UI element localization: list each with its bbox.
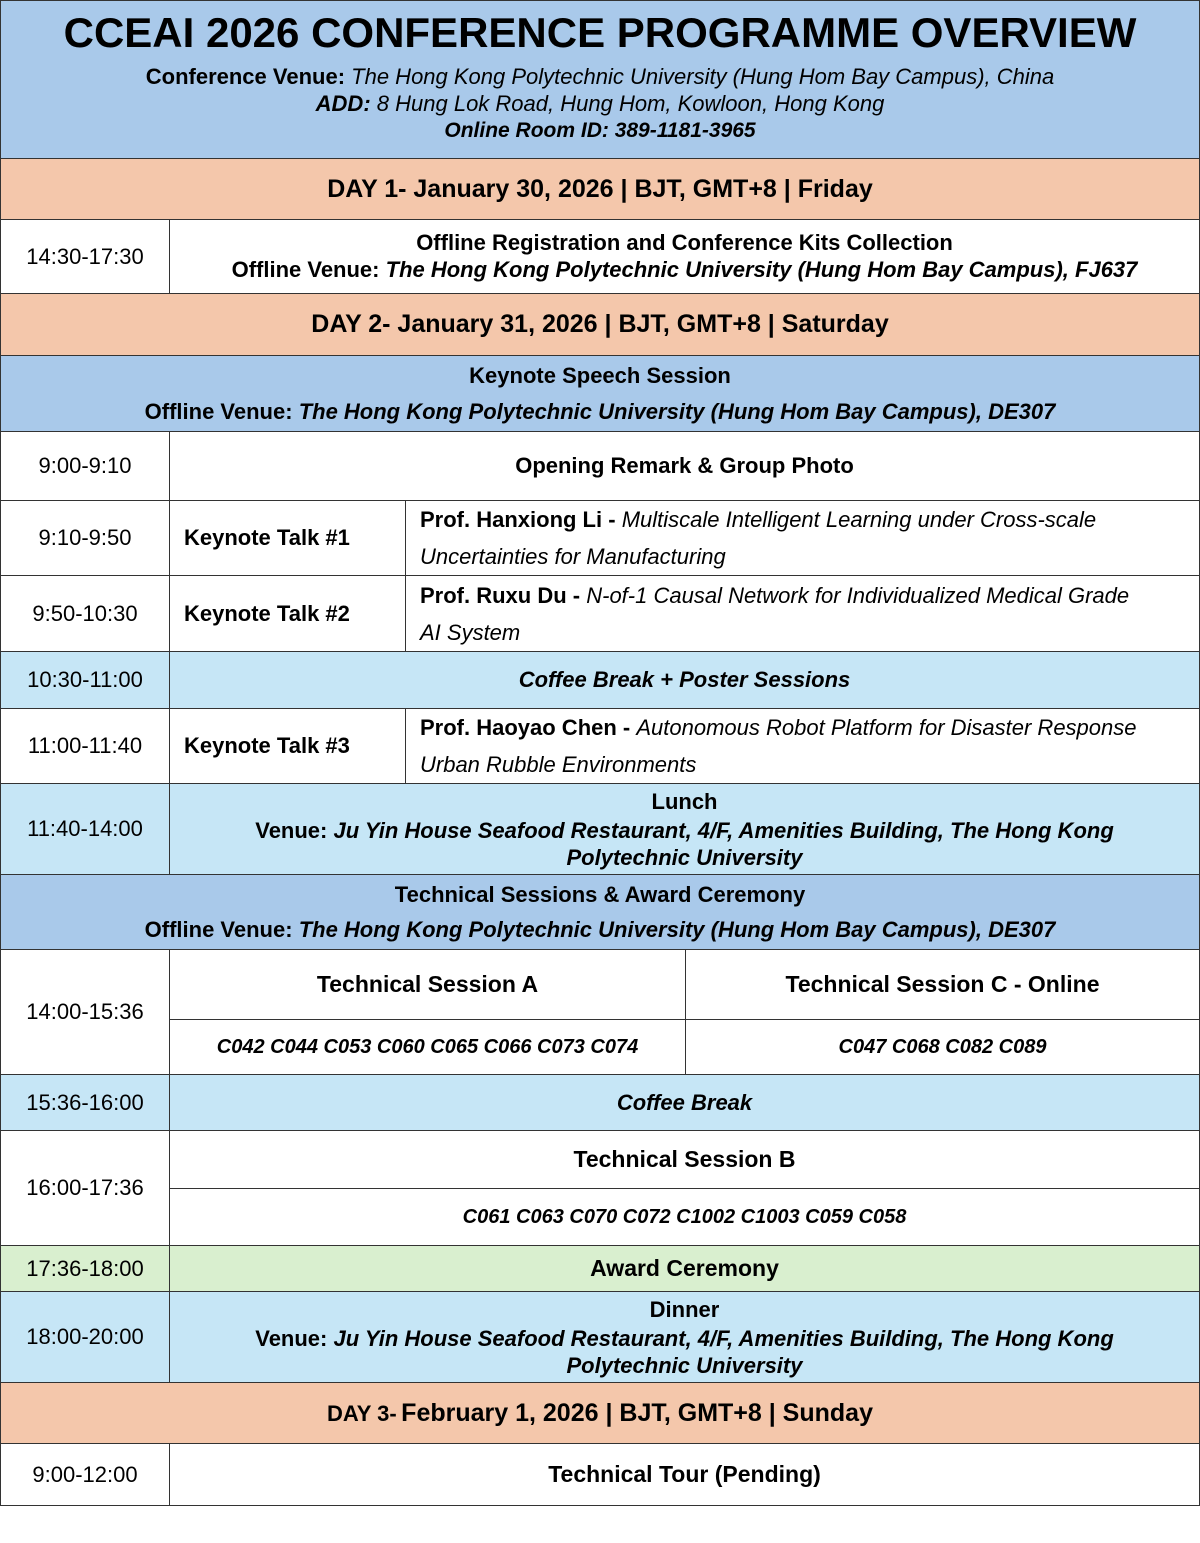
technical-session-title: Technical Sessions & Award Ceremony [394, 881, 806, 907]
keynote2-time: 9:50-10:30 [0, 575, 170, 652]
keynote2-topic-cont: AI System [420, 619, 521, 645]
lunch-title: Lunch [651, 789, 718, 815]
lunch-time: 11:40-14:00 [0, 783, 170, 875]
day1-time: 14:30-17:30 [0, 219, 170, 294]
session-b-time: 16:00-17:36 [0, 1130, 170, 1246]
keynote3-topic-cont: Urban Rubble Environments [420, 752, 697, 777]
registration-venue-label: Offline Venue: [231, 256, 380, 282]
day3-heading-rest: February 1, 2026 | BJT, GMT+8 | Sunday [401, 1398, 873, 1427]
keynote1-topic-cont: Uncertainties for Manufacturing [420, 544, 726, 569]
coffee2-title: Coffee Break [169, 1074, 1200, 1131]
session-a-papers: C042 C044 C053 C060 C065 C066 C073 C074 [169, 1019, 686, 1075]
technical-venue-value: The Hong Kong Polytechnic University (Hung Hom Bay Campus), DE307 [298, 917, 1056, 942]
address-label: ADD: [315, 91, 371, 116]
keynote-session-title: Keynote Speech Session [469, 363, 731, 389]
day1-registration [169, 219, 1200, 294]
technical-venue-label: Offline Venue: [144, 917, 293, 942]
keynote2-detail [405, 575, 1200, 652]
dinner-venue-value: Ju Yin House Seafood Restaurant, 4/F, Amenities Building, The Hong Kong [333, 1325, 1114, 1351]
opening-time: 9:00-9:10 [0, 431, 170, 501]
registration-title: Offline Registration and Conference Kits Collection [416, 230, 953, 256]
technical-session-venue [145, 912, 1056, 947]
day3-heading-text [327, 1399, 873, 1428]
sessions-ac-time: 14:00-15:36 [0, 949, 170, 1075]
session-b-title: Technical Session B [169, 1130, 1200, 1189]
lunch-venue-cont: Polytechnic University [566, 844, 803, 870]
keynote2-label: Keynote Talk #2 [169, 575, 406, 652]
keynote1-label: Keynote Talk #1 [169, 500, 406, 576]
dinner-time: 18:00-20:00 [0, 1291, 170, 1383]
keynote2-speaker: Prof. Ruxu Du - [420, 582, 581, 608]
keynote3-topic: Autonomous Robot Platform for Disaster Response [636, 715, 1137, 740]
keynote2-topic: N-of-1 Causal Network for Individualized Medical Grade [586, 582, 1130, 608]
keynote3-speaker: Prof. Haoyao Chen - [420, 715, 631, 740]
award-time: 17:36-18:00 [0, 1245, 170, 1292]
registration-venue [232, 257, 1138, 283]
opening-title: Opening Remark & Group Photo [169, 431, 1200, 501]
lunch-venue [255, 817, 1114, 846]
keynote2-line1 [420, 577, 1195, 614]
page-title: CCEAI 2026 CONFERENCE PROGRAMME OVERVIEW [63, 9, 1137, 57]
conference-venue-value: The Hong Kong Polytechnic University (Hung Hom Bay Campus), China [351, 63, 1055, 89]
day3-time: 9:00-12:00 [0, 1443, 170, 1506]
award-title: Award Ceremony [169, 1245, 1200, 1292]
day3-heading-prefix: DAY 3- [327, 1400, 397, 1426]
day3-heading [0, 1382, 1200, 1444]
session-c-title: Technical Session C - Online [685, 949, 1200, 1020]
dinner-block [169, 1291, 1200, 1383]
keynote3-time: 11:00-11:40 [0, 708, 170, 784]
keynote1-time: 9:10-9:50 [0, 500, 170, 576]
keynote1-speaker: Prof. Hanxiong Li - [420, 507, 616, 532]
registration-venue-value: The Hong Kong Polytechnic University (Hung Hom Bay Campus), FJ637 [385, 256, 1138, 282]
day2-heading: DAY 2- January 31, 2026 | BJT, GMT+8 | Saturday [0, 293, 1200, 356]
lunch-block [169, 783, 1200, 875]
keynote1-topic: Multiscale Intelligent Learning under Cross-scale [621, 507, 1097, 532]
keynote3-detail [405, 708, 1200, 784]
conference-venue [146, 63, 1055, 91]
lunch-venue-value: Ju Yin House Seafood Restaurant, 4/F, Amenities Building, The Hong Kong [333, 817, 1114, 843]
session-b-papers: C061 C063 C070 C072 C1002 C1003 C059 C058 [169, 1188, 1200, 1246]
coffee1-title: Coffee Break + Poster Sessions [169, 651, 1200, 709]
dinner-venue-label: Venue: [255, 1325, 328, 1351]
dinner-title: Dinner [649, 1297, 720, 1323]
session-c-papers: C047 C068 C082 C089 [685, 1019, 1200, 1075]
keynote-session-header [0, 355, 1200, 432]
day3-title: Technical Tour (Pending) [169, 1443, 1200, 1506]
keynote-venue-label: Offline Venue: [144, 398, 293, 424]
keynote-venue-value: The Hong Kong Polytechnic University (Hung Hom Bay Campus), DE307 [298, 398, 1056, 424]
keynote3-line1 [420, 709, 1195, 746]
coffee1-time: 10:30-11:00 [0, 651, 170, 709]
keynote3-label: Keynote Talk #3 [169, 708, 406, 784]
dinner-venue [255, 1325, 1114, 1354]
keynote1-line1 [420, 501, 1195, 538]
lunch-venue-label: Venue: [255, 817, 328, 843]
conference-address [316, 90, 885, 118]
coffee2-time: 15:36-16:00 [0, 1074, 170, 1131]
online-room-id: Online Room ID: 389-1181-3965 [444, 118, 756, 142]
address-value: 8 Hung Lok Road, Hung Hom, Kowloon, Hong Kong [376, 91, 885, 116]
day1-heading: DAY 1- January 30, 2026 | BJT, GMT+8 | Friday [0, 158, 1200, 220]
programme-header [0, 0, 1200, 159]
technical-session-header [0, 874, 1200, 950]
dinner-venue-cont: Polytechnic University [566, 1352, 803, 1378]
keynote1-detail [405, 500, 1200, 576]
keynote-session-venue [145, 394, 1056, 429]
conference-venue-label: Conference Venue: [145, 63, 346, 89]
session-a-title: Technical Session A [169, 949, 686, 1020]
